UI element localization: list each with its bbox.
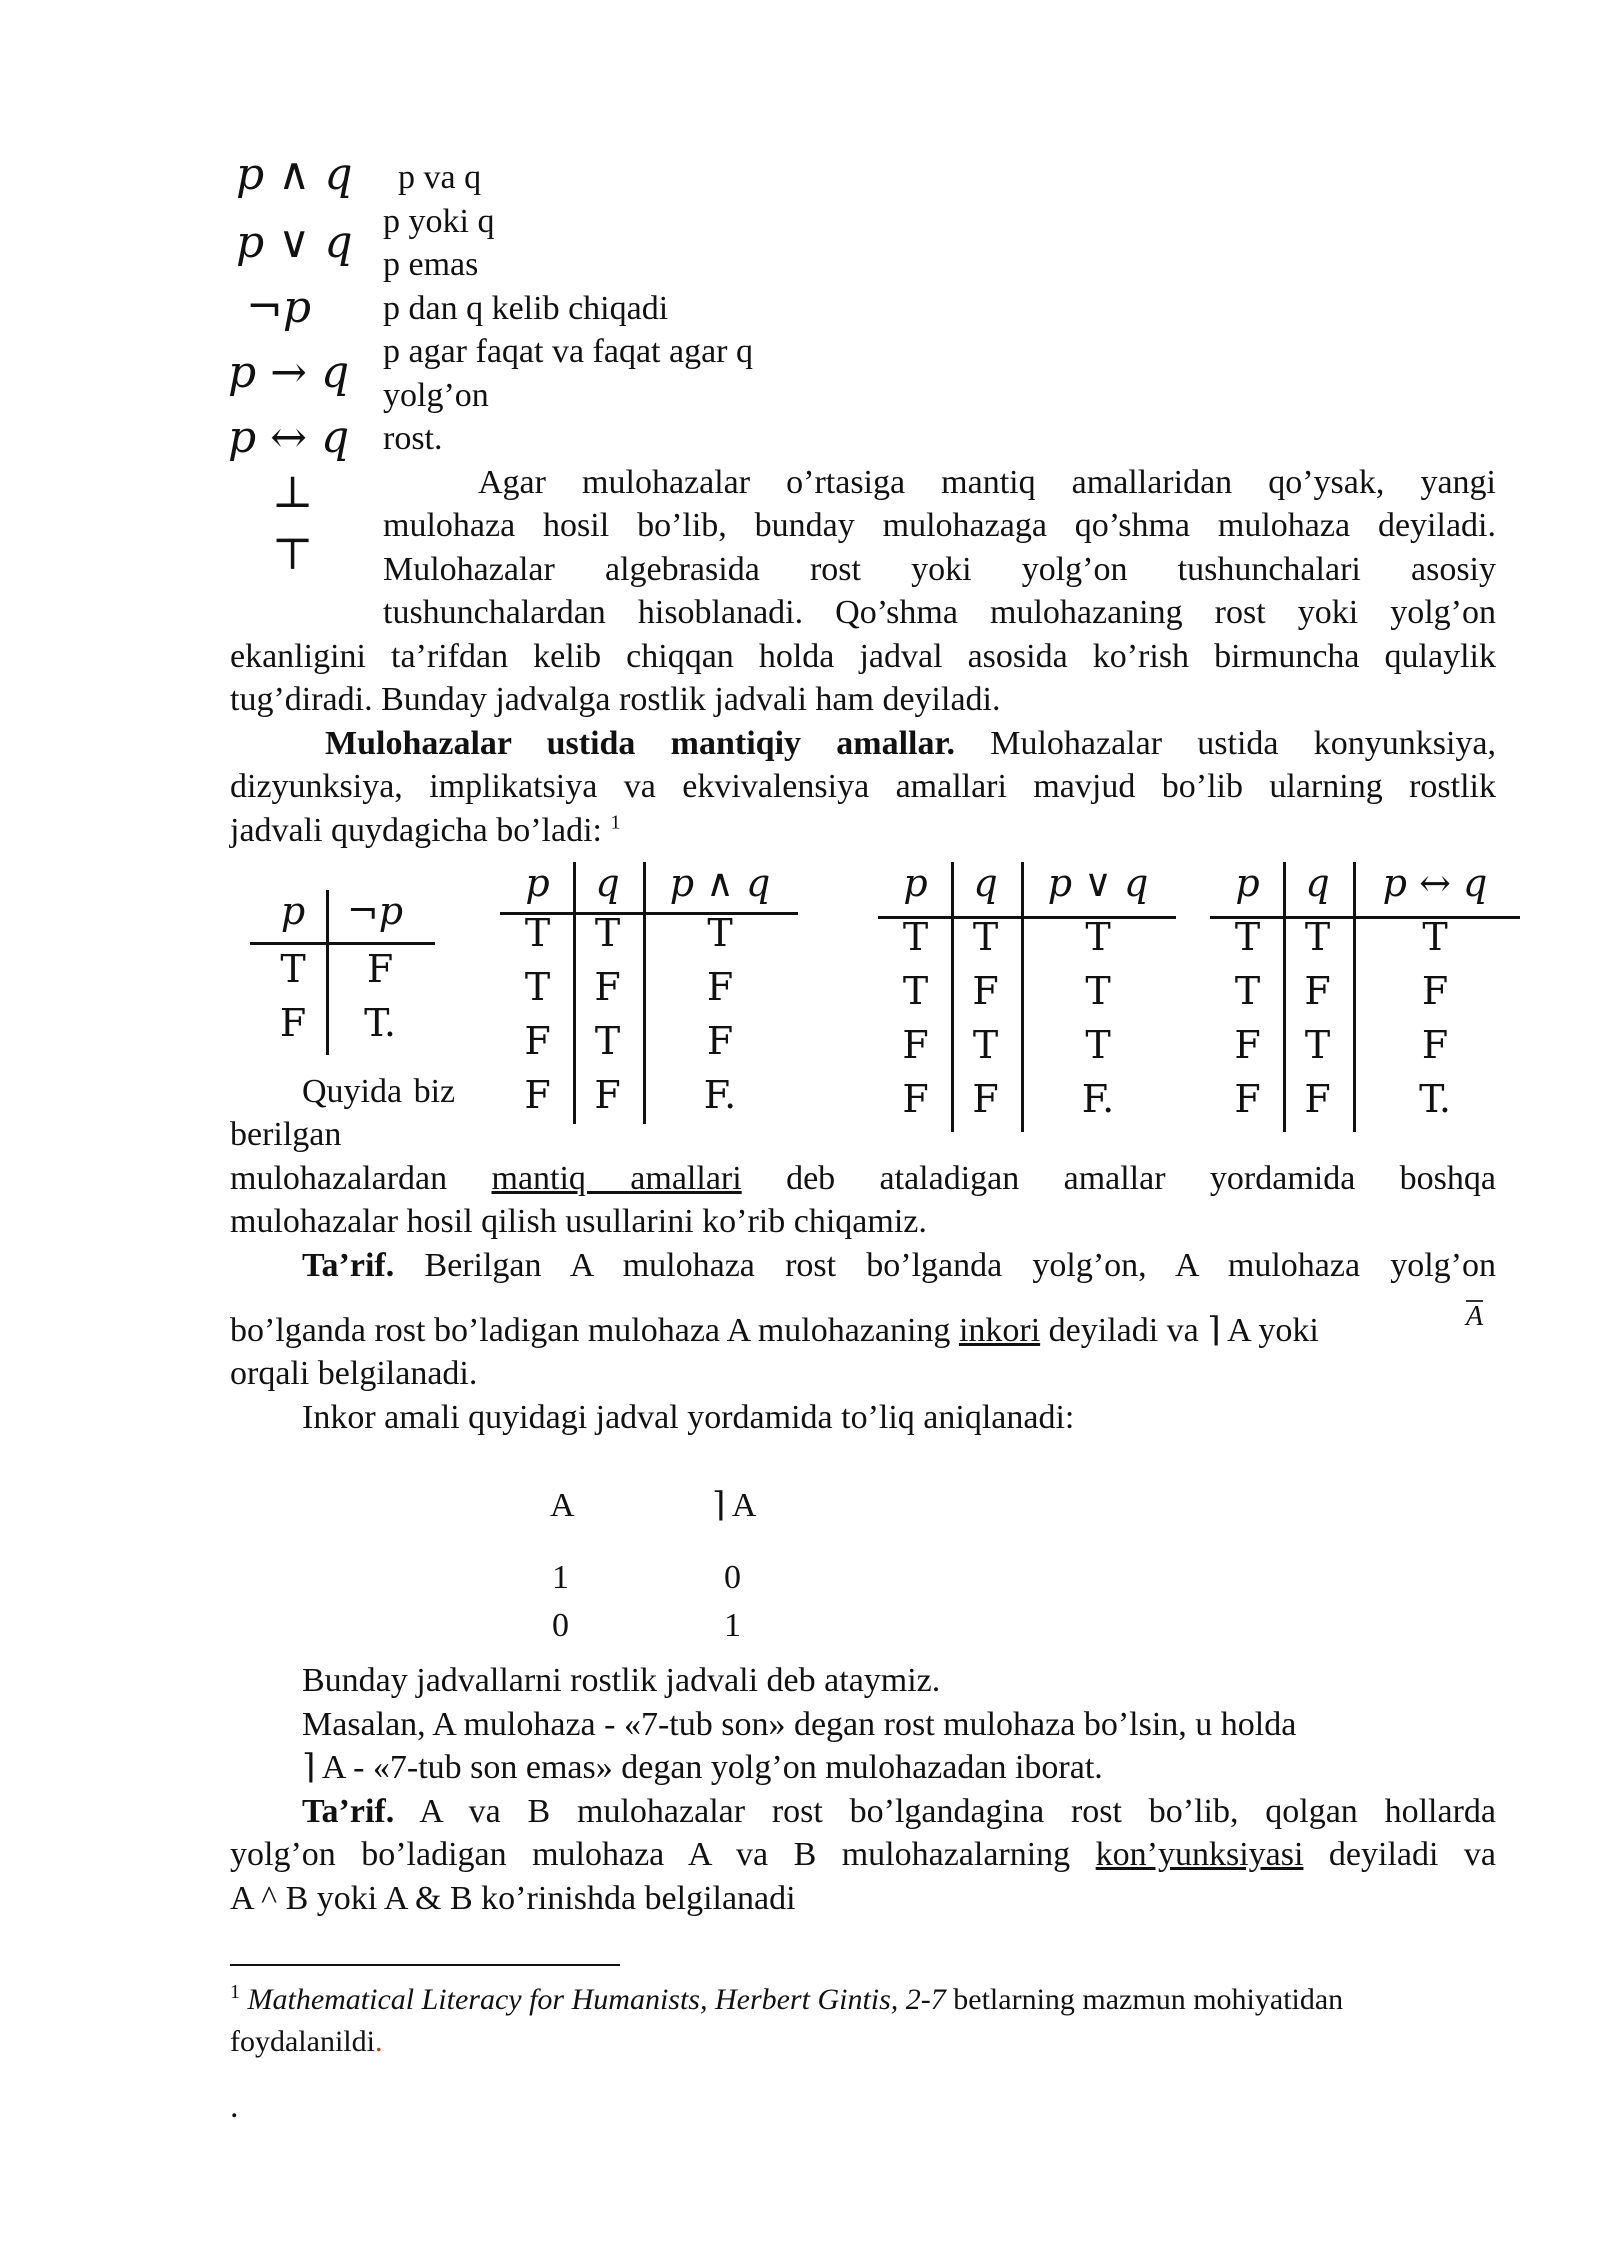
def1-line-2-post: deyiladi va ⌉ A yoki — [1048, 1312, 1319, 1349]
intro-line-6: tug’diradi. Bunday jadvalga rostlik jadvali ham deyiladi. — [230, 681, 1001, 718]
footnote-rest: betlarning mazmun mohiyatidan — [953, 1983, 1344, 2016]
inkor-cell: 0 — [724, 1559, 741, 1596]
after-tables-c-pre: mulohazalardan — [230, 1160, 448, 1197]
and-cell: T — [707, 911, 733, 955]
and-cell: T — [594, 1019, 621, 1063]
and-cell: T — [524, 965, 551, 1009]
iff-cell: F — [1421, 969, 1449, 1013]
after-tables-line-d: mulohazalar hosil qilish usullarini ko’rib chiqamiz. — [230, 1203, 927, 1240]
or-cell: F — [972, 969, 999, 1013]
footnote-source: Mathematical Literacy for Humanists, Herbert Gintis, 2-7 — [247, 1983, 946, 2016]
symbol-or: p ∨ q — [236, 217, 353, 268]
def1-label: Ta’rif. — [302, 1247, 395, 1284]
label-false: yolg’on — [383, 377, 489, 414]
or-cell: T — [1085, 915, 1111, 959]
example-line-2: ⌉ A - «7-tub son emas» degan yolg’on mulohazadan iborat. — [302, 1749, 1103, 1786]
symbol-top: ⊤ — [272, 529, 314, 580]
and-cell: F — [594, 1073, 621, 1117]
inkor-intro: Inkor amali quyidagi jadval yordamida to’liq aniqlanadi: — [302, 1399, 1075, 1436]
footnote-line-2-text: foydalanildi — [230, 2025, 375, 2058]
and-cell: F — [524, 1073, 551, 1117]
inkor-header-not-a: ⌉ A — [712, 1487, 757, 1524]
def2-line-1 — [302, 1790, 1496, 1834]
ops-line-2: dizyunksiya, implikatsiya va ekvivalensiya amallari mavjud bo’lib ularning rostlik — [230, 768, 1496, 805]
neg-cell: F — [279, 1001, 307, 1045]
truth-table-negation — [250, 890, 450, 1060]
inkor-header-a: A — [550, 1487, 575, 1524]
and-header-result: p ∧ q — [669, 861, 771, 905]
intro-line-4: tushunchalardan hisoblanadi. Qo’shma mulohazaning rost yoki yolg’on — [383, 594, 1496, 631]
symbol-iff: p ↔ q — [228, 412, 350, 463]
ops-line-1-rest: Mulohazalar ustida konyunksiya, — [990, 725, 1497, 762]
neg-header-rule — [250, 942, 435, 945]
label-implies: p dan q kelib chiqadi — [383, 290, 669, 327]
or-cell: F — [902, 1023, 929, 1067]
and-cell: F — [706, 1019, 734, 1063]
symbol-and: p ∧ q — [236, 149, 353, 200]
iff-cell: T. — [1419, 1077, 1451, 1121]
truth-table-iff — [1210, 862, 1522, 1137]
iff-cell: F — [1234, 1077, 1261, 1121]
or-cell: T — [1085, 969, 1111, 1013]
iff-cell: T — [1304, 1023, 1331, 1067]
or-column-rule — [1021, 862, 1024, 1132]
or-header-result: p ∨ q — [1047, 861, 1149, 905]
and-header-p: p — [525, 861, 550, 905]
footnote-dot: . — [374, 2025, 383, 2058]
after-tables-line-c — [230, 1157, 1496, 1201]
term-inkori: inkori — [958, 1312, 1041, 1349]
def1-line-2 — [230, 1309, 1319, 1353]
ops-line-3 — [230, 809, 621, 853]
iff-cell: T — [1234, 969, 1261, 1013]
and-column-rule — [643, 862, 646, 1124]
label-true: rost. — [383, 420, 443, 457]
intro-line-3: Mulohazalar algebrasida rost yoki yolg’on tushunchalari asosiy — [383, 551, 1496, 588]
inkor-cell: 0 — [552, 1607, 569, 1644]
neg-cell: T — [280, 947, 306, 991]
and-cell: T — [524, 911, 551, 955]
term-konyunksiyasi: kon’yunksiyasi — [1095, 1836, 1304, 1873]
iff-cell: F — [1304, 969, 1331, 1013]
and-cell: T — [594, 911, 621, 955]
label-not: p emas — [383, 246, 479, 283]
intro-line-1: Agar mulohazalar o’rtasiga mantiq amallaridan qo’ysak, yangi — [478, 464, 1496, 501]
truth-table-and — [500, 862, 800, 1132]
ops-line-3-text: jadvali quydagicha bo’ladi: — [230, 812, 602, 849]
or-cell: F — [972, 1077, 999, 1121]
iff-column-rule — [1353, 862, 1356, 1132]
or-cell: T — [1085, 1023, 1111, 1067]
symbol-not: ¬p — [246, 282, 312, 333]
example-line-1: Masalan, A mulohaza - «7-tub son» degan rost mulohaza bo’lsin, u holda — [302, 1706, 1297, 1743]
neg-column-rule — [326, 890, 329, 1055]
def2-line-2 — [230, 1833, 1496, 1877]
trailing-dot: . — [230, 2088, 239, 2125]
def2-label: Ta’rif. — [302, 1793, 395, 1830]
def2-line-2-post: deyiladi va — [1328, 1836, 1496, 1873]
iff-column-rule — [1283, 862, 1286, 1132]
label-iff: p agar faqat va faqat agar q — [383, 333, 753, 370]
iff-cell: F — [1304, 1077, 1331, 1121]
or-cell: T — [972, 915, 999, 959]
and-column-rule — [573, 862, 576, 1124]
after-tables-line-b: berilgan — [230, 1116, 342, 1153]
def2-line-2-pre: yolg’on bo’ladigan mulohaza A va B mulohazalarning — [230, 1836, 1071, 1873]
inkor-cell: 1 — [724, 1607, 741, 1644]
neg-header-notp: ¬p — [346, 889, 404, 933]
ops-line-1 — [325, 722, 1496, 766]
footnote-rule — [230, 1964, 620, 1966]
and-cell: F — [594, 965, 621, 1009]
def2-line-3: A ^ B yoki A & B ko’rinishda belgilanadi — [230, 1880, 796, 1917]
or-header-q: q — [973, 861, 998, 905]
footnote — [230, 1980, 1496, 2020]
or-cell: F — [902, 1077, 929, 1121]
iff-cell: T — [1234, 915, 1261, 959]
neg-cell: T. — [364, 1001, 396, 1045]
iff-header-p: p — [1235, 861, 1260, 905]
def2-line-1-text: A va B mulohazalar rost bo’lgandagina rost bo’lib, qolgan hollarda — [419, 1793, 1497, 1830]
or-header-p: p — [903, 861, 928, 905]
def1-line-1 — [302, 1244, 1496, 1288]
and-cell: F — [706, 965, 734, 1009]
or-cell: T — [902, 969, 929, 1013]
symbol-implies: p → q — [228, 347, 350, 398]
neg-cell: F — [366, 947, 394, 991]
a-bar-notation: A — [1466, 1301, 1484, 1332]
def1-line-3: orqali belgilanadi. — [230, 1355, 478, 1392]
inkor-after-line: Bunday jadvallarni rostlik jadvali deb ataymiz. — [302, 1662, 941, 1699]
iff-cell: T — [1304, 915, 1331, 959]
or-cell: T — [902, 915, 929, 959]
inkor-cell: 1 — [552, 1559, 569, 1596]
intro-line-5: ekanligini ta’rifdan kelib chiqqan holda jadval asosida ko’rish birmuncha qulaylik — [230, 638, 1496, 675]
footnote-ref: 1 — [610, 811, 621, 834]
footnote-line-2 — [230, 2022, 1496, 2062]
truth-table-or — [878, 862, 1178, 1137]
ops-heading: Mulohazalar ustida mantiqiy amallar. — [325, 725, 955, 762]
or-cell: F. — [1081, 1077, 1115, 1121]
neg-header-p: p — [280, 889, 306, 933]
or-column-rule — [951, 862, 954, 1132]
or-cell: T — [972, 1023, 999, 1067]
label-and: p va q — [398, 159, 482, 196]
def1-line-2-pre: bo’lganda rost bo’ladigan mulohaza A mulohazaning — [230, 1312, 951, 1349]
iff-header-result: p ↔ q — [1382, 861, 1488, 905]
and-cell: F — [524, 1019, 551, 1063]
intro-line-2: mulohaza hosil bo’lib, bunday mulohazaga qo’shma mulohaza deyiladi. — [383, 507, 1496, 544]
after-tables-line-a: Quyida biz — [302, 1073, 456, 1110]
term-mantiq-amallari: mantiq amallari — [491, 1160, 742, 1197]
and-header-q: q — [595, 861, 620, 905]
and-cell: F. — [703, 1073, 737, 1117]
symbol-bottom: ⊥ — [272, 467, 314, 518]
iff-header-q: q — [1305, 861, 1330, 905]
def1-line-1-text: Berilgan A mulohaza rost bo’lganda yolg’on, A mulohaza yolg’on — [424, 1247, 1497, 1284]
after-tables-c-post: deb ataladigan amallar yordamida boshqa — [786, 1160, 1496, 1197]
iff-cell: F — [1234, 1023, 1261, 1067]
label-or: p yoki q — [383, 203, 495, 240]
iff-cell: T — [1422, 915, 1448, 959]
footnote-mark: 1 — [230, 1981, 240, 2003]
iff-cell: F — [1421, 1023, 1449, 1067]
